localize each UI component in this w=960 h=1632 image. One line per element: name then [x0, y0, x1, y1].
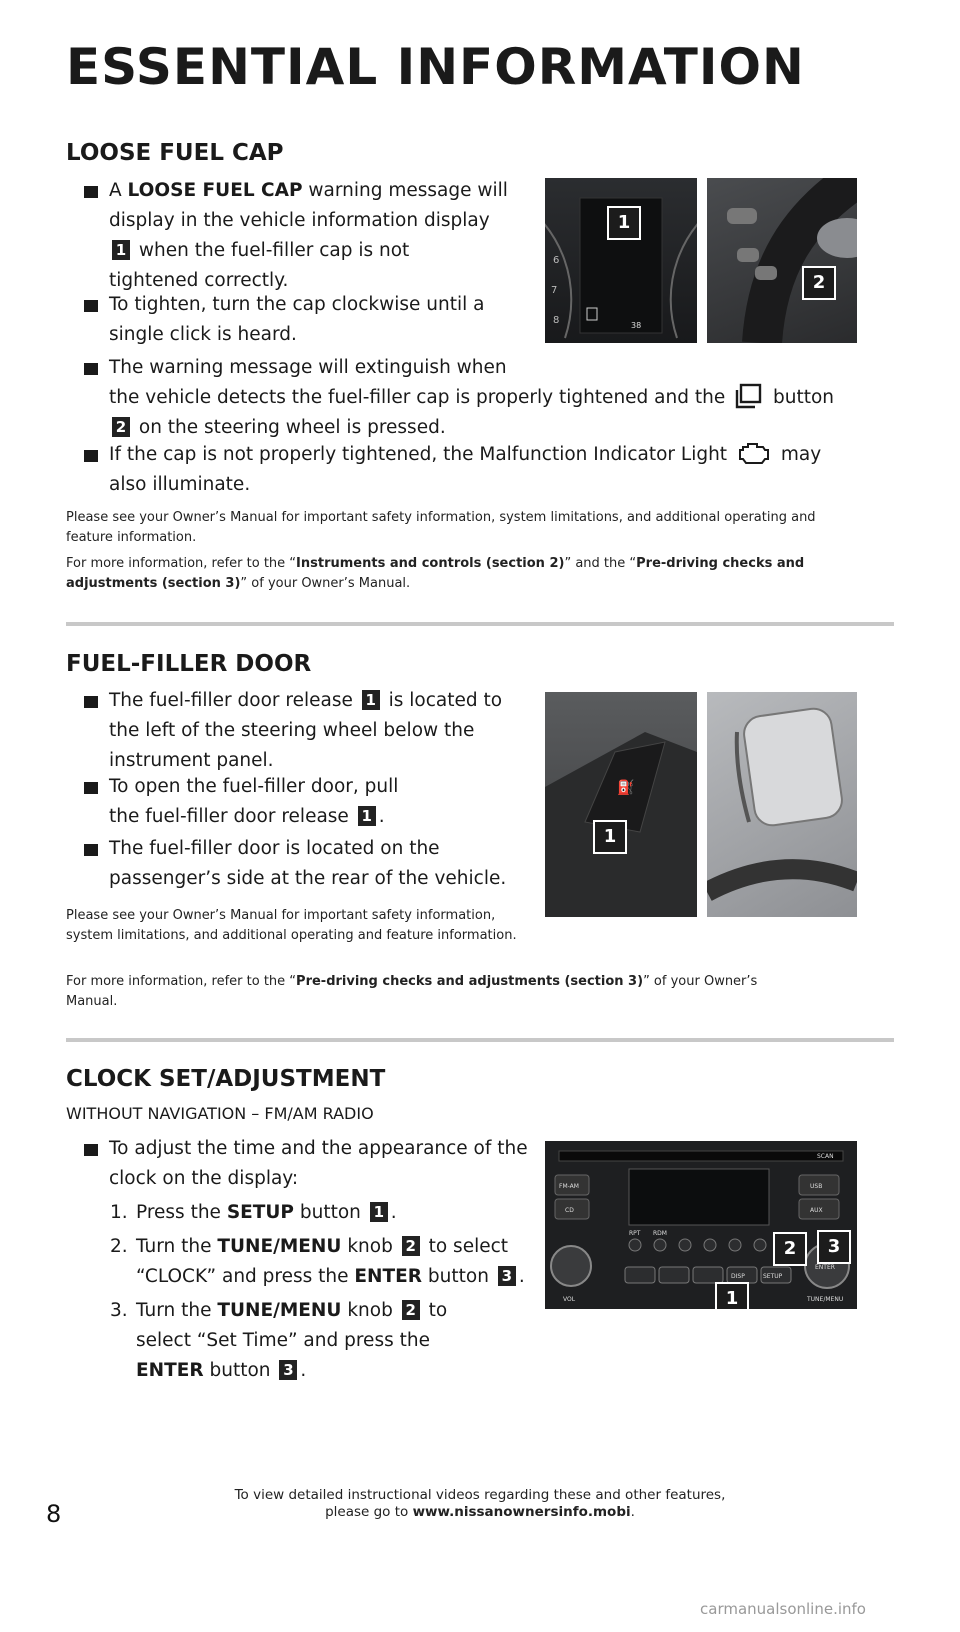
callout-2: 2: [773, 1232, 807, 1266]
footer-line-1: To view detailed instructional videos regarding these and other features,: [234, 1487, 726, 1503]
section-divider: [66, 1038, 894, 1042]
svg-text:8: 8: [553, 315, 560, 326]
step-number: 3.: [110, 1300, 128, 1321]
text: To adjust the time and the appearance of the: [109, 1138, 528, 1159]
bullet-square-icon: [84, 300, 98, 312]
bold-text: TUNE/MENU: [217, 1236, 342, 1257]
release-lever-illustration: [545, 692, 697, 917]
text: single click is heard.: [109, 324, 297, 345]
note-door-2: [66, 972, 786, 1012]
text: instrument panel.: [109, 750, 274, 771]
radio-label-usb: USB: [810, 1183, 823, 1190]
text: the left of the steering wheel below the: [109, 720, 475, 741]
text: button: [422, 1266, 489, 1287]
instrument-cluster-photo: [545, 178, 697, 343]
step-number: 2.: [110, 1236, 128, 1257]
callout-3: 3: [817, 1230, 851, 1264]
text: Turn the: [136, 1300, 218, 1321]
clock-step-1: [110, 1198, 530, 1228]
text: If the cap is not properly tightened, the Malfunction Indicator Light: [109, 444, 728, 465]
bold-text: TUNE/MENU: [217, 1300, 342, 1321]
text: A: [109, 180, 128, 201]
section-divider: [66, 622, 894, 626]
callout-number: 1: [112, 240, 130, 260]
page-title: ESSENTIAL INFORMATION: [66, 38, 805, 96]
bullet-door-1: [84, 686, 544, 776]
radio-label-rdm: RDM: [653, 1230, 667, 1237]
fuel-door-illustration: [707, 692, 857, 917]
text: clock on the display:: [109, 1168, 299, 1189]
text: is located to: [382, 690, 503, 711]
section-heading-fuel-filler-door: FUEL-FILLER DOOR: [66, 651, 312, 677]
clock-step-2: [110, 1232, 540, 1292]
callout-number: 2: [402, 1300, 420, 1320]
callout-number: 3: [498, 1266, 516, 1286]
text: may: [780, 444, 822, 465]
callout-1: 1: [593, 820, 627, 854]
text: For more information, refer to the “: [66, 556, 297, 571]
callout-2: 2: [802, 266, 836, 300]
bullet-loose-4: [84, 440, 884, 500]
callout-number: 1: [370, 1202, 388, 1222]
svg-text:⛽: ⛽: [617, 780, 635, 796]
callout-1: 1: [715, 1282, 749, 1309]
svg-text:6: 6: [553, 255, 560, 266]
callout-number: 2: [112, 417, 130, 437]
text: the vehicle detects the fuel-filler cap is properly tightened and the: [109, 387, 726, 408]
bullet-square-icon: [84, 363, 98, 375]
svg-text:38: 38: [631, 321, 642, 330]
text: For more information, refer to the “: [66, 974, 297, 989]
footer-link[interactable]: www.nissanownersinfo.mobi: [412, 1504, 631, 1520]
bullet-clock-1: [84, 1134, 554, 1194]
malfunction-indicator-light-icon: [737, 440, 771, 466]
callout-number: 2: [402, 1236, 420, 1256]
bold-text: SETUP: [226, 1202, 294, 1223]
callout-number: 1: [358, 806, 376, 826]
callout-number: 3: [279, 1360, 297, 1380]
callout-number: 1: [362, 690, 380, 710]
bullet-door-3: [84, 834, 554, 894]
text: The warning message will extinguish when: [109, 357, 507, 378]
text: button: [203, 1360, 271, 1381]
text: The fuel-filler door release: [109, 690, 353, 711]
text: The fuel-filler door is located on the: [109, 838, 440, 859]
fuel-door-release-photo: [545, 692, 697, 917]
clock-subheading: WITHOUT NAVIGATION – FM/AM RADIO: [66, 1104, 374, 1123]
bullet-loose-1: [84, 176, 544, 296]
note-loose-2: [66, 554, 856, 594]
page-number: 8: [46, 1500, 62, 1528]
text: also illuminate.: [109, 474, 251, 495]
text: to select: [422, 1236, 509, 1257]
radio-label-rpt: RPT: [629, 1230, 641, 1237]
note-door-1: Please see your Owner’s Manual for important safety information, system limitations, and additional operating and feature information.: [66, 908, 517, 943]
text: To open the fuel-filler door, pull: [109, 776, 399, 797]
footer-text: [0, 1487, 960, 1521]
radio-label-scan: SCAN: [817, 1153, 834, 1160]
text: button: [773, 387, 835, 408]
text: tightened correctly.: [109, 270, 289, 291]
note-loose-1: Please see your Owner’s Manual for important safety information, system limitations, and additional operating and feature information.: [66, 510, 816, 545]
bullet-loose-2: [84, 290, 544, 350]
text: display in the vehicle information display: [109, 210, 490, 231]
step-number: 1.: [110, 1202, 128, 1223]
steering-wheel-photo: [707, 178, 857, 343]
radio-label-disp: DISP: [731, 1273, 745, 1280]
text: passenger’s side at the rear of the vehicle.: [109, 868, 507, 889]
bullet-square-icon: [84, 782, 98, 794]
steering-wheel-illustration: [707, 178, 857, 343]
bold-text: ENTER: [354, 1266, 423, 1287]
bullet-loose-3: [84, 353, 884, 443]
radio-label-aux: AUX: [810, 1207, 823, 1214]
text: ” of your Owner’s Manual.: [240, 576, 411, 591]
radio-label-cd: CD: [565, 1207, 574, 1214]
bold-text: Pre-driving checks and adjustments (section 3): [66, 556, 805, 591]
text: knob: [341, 1236, 393, 1257]
text: “CLOCK” and press the: [136, 1266, 355, 1287]
text: .: [518, 1266, 525, 1287]
text: knob: [341, 1300, 393, 1321]
clock-step-3: [110, 1296, 530, 1386]
text: ” and the “: [564, 556, 637, 571]
radio-unit-photo: [545, 1141, 857, 1309]
text: when the fuel-filler cap is not: [133, 240, 410, 261]
text: .: [300, 1360, 307, 1381]
fuel-door-photo: [707, 692, 857, 917]
bullet-square-icon: [84, 696, 98, 708]
text: To tighten, turn the cap clockwise until a: [109, 294, 485, 315]
bullet-square-icon: [84, 844, 98, 856]
display-button-icon: [735, 383, 763, 409]
callout-1: 1: [607, 206, 641, 240]
text: .: [390, 1202, 397, 1223]
instrument-cluster-illustration: [545, 178, 697, 343]
footer-line-2: please go to: [325, 1504, 413, 1520]
bold-text: LOOSE FUEL CAP: [127, 180, 303, 201]
text: to: [422, 1300, 448, 1321]
radio-unit-illustration: [545, 1141, 857, 1309]
text: warning message will: [302, 180, 508, 201]
radio-label-enter: ENTER: [815, 1264, 835, 1271]
text: Press the: [136, 1202, 227, 1223]
footer-line-2-end: .: [630, 1504, 635, 1520]
bullet-door-2: [84, 772, 544, 832]
bullet-square-icon: [84, 1144, 98, 1156]
bold-text: Instruments and controls (section 2): [296, 556, 565, 571]
bullet-square-icon: [84, 186, 98, 198]
text: select “Set Time” and press the: [136, 1330, 430, 1351]
text: button: [293, 1202, 361, 1223]
svg-text:7: 7: [551, 285, 558, 296]
text: the fuel-filler door release: [109, 806, 349, 827]
section-heading-loose-fuel-cap: LOOSE FUEL CAP: [66, 140, 284, 166]
radio-label-tune: TUNE/MENU: [807, 1296, 844, 1303]
text: Turn the: [136, 1236, 218, 1257]
watermark: carmanualsonline.info: [700, 1600, 866, 1618]
text: on the steering wheel is pressed.: [133, 417, 446, 438]
bold-text: ENTER: [136, 1360, 204, 1381]
radio-label-fmam: FM-AM: [559, 1183, 579, 1190]
text: .: [378, 806, 385, 827]
section-heading-clock: CLOCK SET/ADJUSTMENT: [66, 1066, 386, 1092]
radio-label-setup: SETUP: [763, 1273, 783, 1280]
text: ” of your Owner’s Manual.: [66, 974, 758, 1009]
bold-text: Pre-driving checks and adjustments (section 3): [296, 974, 644, 989]
radio-label-vol: VOL: [563, 1296, 576, 1303]
bullet-square-icon: [84, 450, 98, 462]
